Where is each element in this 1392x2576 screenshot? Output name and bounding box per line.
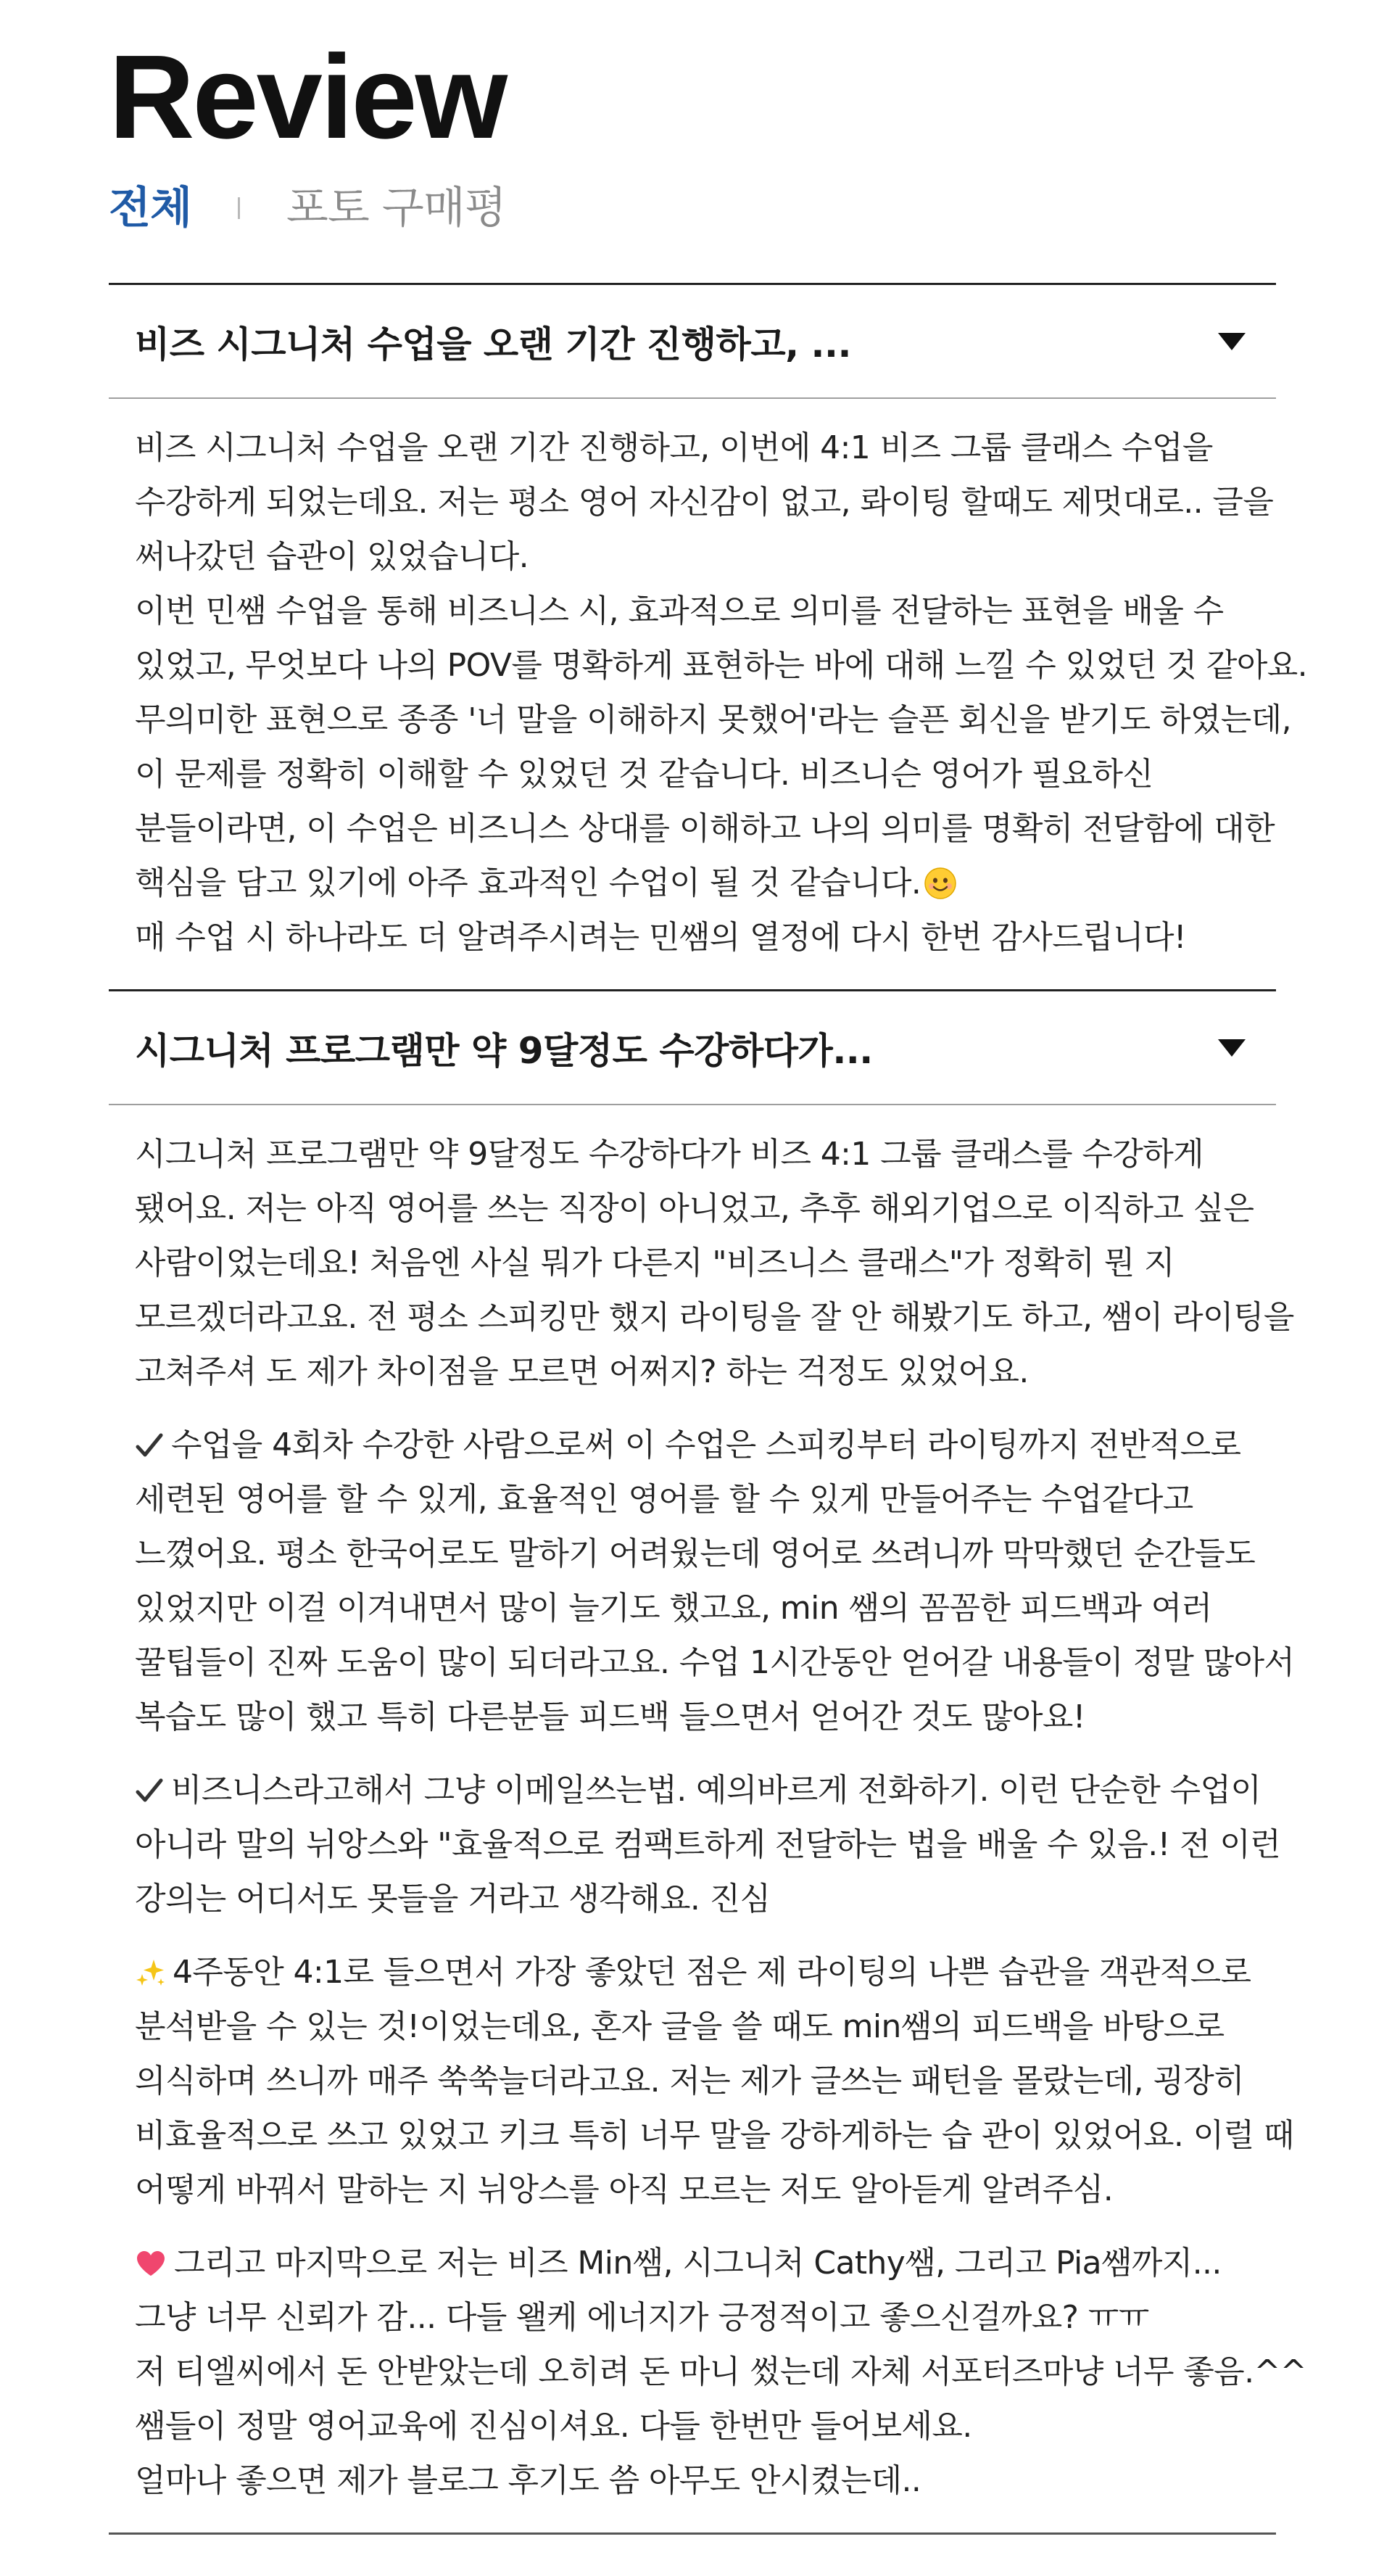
review-body [109, 1105, 1306, 2532]
tab-photo-reviews[interactable]: 포토 구매평 [286, 183, 506, 234]
caret-down-icon[interactable] [1218, 1039, 1246, 1057]
review-paragraph [135, 1763, 1281, 1926]
review-text-line: 고쳐주셔 도 제가 차이점을 모르면 어쩌지? 하는 걱정도 있었어요. [135, 1353, 1029, 1390]
review-tabs [109, 177, 1276, 239]
review-header[interactable] [109, 991, 1276, 1105]
review-text-line: 비즈 시그니처 수업을 오랜 기간 진행하고, 이번에 4:1 비즈 그룹 클래스 수업을 [135, 429, 1213, 466]
review-text-line: 분들이라면, 이 수업은 비즈니스 상대를 이해하고 나의 의미를 명확히 전달함에 대한 [135, 810, 1275, 847]
review-text-line: 있었지만 이걸 이겨내면서 많이 늘기도 했고요, min 쌤의 꼼꼼한 피드백과 여러 [135, 1590, 1212, 1627]
review-text-line [135, 2236, 1250, 2290]
review-text-line: 저 티엘씨에서 돈 안받았는데 오히려 돈 마니 썼는데 자체 서포터즈마냥 너무 좋음.^^ [135, 2353, 1306, 2390]
review-paragraph [135, 1945, 1294, 2217]
review-text: 수업을 4회차 수강한 사람으로써 이 수업은 스피킹부터 라이팅까지 전반적으로 [171, 1427, 1241, 1464]
review-text-line: 써나갔던 습관이 있었습니다. [135, 538, 529, 575]
review-text-line: 모르겠더라고요. 전 평소 스피킹만 했지 라이팅을 잘 안 해봤기도 하고, 쌤이 라이팅을 [135, 1299, 1294, 1336]
review-list [109, 283, 1308, 2535]
heart-icon [135, 2249, 167, 2278]
smiling-face-icon [924, 867, 957, 900]
review-text-line: 꿀팁들이 진짜 도움이 많이 되더라고요. 수업 1시간동안 얻어갈 내용들이 정말 많아서 [135, 1644, 1295, 1681]
review-paragraph [135, 421, 1308, 965]
review-text-line: 매 수업 시 하나라도 더 알려주시려는 민쌤의 열정에 다시 한번 감사드립니다! [135, 919, 1186, 956]
review-paragraph [135, 1418, 1295, 1744]
review-text-line: 사람이었는데요! 처음엔 사실 뭐가 다른지 "비즈니스 클래스"가 정확히 뭔 지 [135, 1244, 1174, 1281]
review-text: 핵심을 담고 있기에 아주 효과적인 수업이 될 것 같습니다. [135, 864, 921, 901]
review-text-line: 느꼈어요. 평소 한국어로도 말하기 어려웠는데 영어로 쓰려니까 막막했던 순간들도 [135, 1535, 1256, 1572]
review-title: 비즈 시그니처 수업을 오랜 기간 진행하고, ... [135, 323, 852, 366]
review-text-line [135, 1945, 1250, 1999]
review-text-line: 그냥 너무 신뢰가 감... 다들 왤케 에너지가 긍정적이고 좋으신걸까요? ㅠㅠ [135, 2299, 1149, 2336]
review-title: 시그니처 프로그램만 약 9달정도 수강하다가... [135, 1029, 873, 1072]
check-mark-icon [135, 1431, 164, 1460]
review-body [109, 399, 1308, 989]
review-text-line [135, 1763, 1262, 1817]
review-text-line: 수강하게 되었는데요. 저는 평소 영어 자신감이 없고, 롸이팅 할때도 제멋대로.. 글을 [135, 484, 1274, 521]
review-item [109, 989, 1306, 2535]
review-container [109, 0, 1308, 2535]
review-text-line: 비효율적으로 쓰고 있었고 키크 특히 너무 말을 강하게하는 습 관이 있었어요. 이럴 때 [135, 2117, 1294, 2154]
review-text-line: 무의미한 표현으로 종종 '너 말을 이해하지 못했어'라는 슬픈 회신을 받기도 하였는데, [135, 701, 1291, 738]
tab-divider [238, 197, 240, 219]
review-text: 4주동안 4:1로 들으면서 가장 좋았던 점은 제 라이팅의 나쁜 습관을 객관적으로 [173, 1954, 1251, 1991]
review-text-line: 됐어요. 저는 아직 영어를 쓰는 직장이 아니었고, 추후 해외기업으로 이직하고 싶은 [135, 1190, 1254, 1227]
review-text-line: 시그니처 프로그램만 약 9달정도 수강하다가 비즈 4:1 그룹 클래스를 수강하게 [135, 1136, 1204, 1173]
tab-all[interactable]: 전체 [109, 183, 191, 234]
page-title: Review [109, 30, 506, 163]
review-text-line: 의식하며 쓰니까 매주 쑥쑥늘더라고요. 저는 제가 글쓰는 패턴을 몰랐는데, 굉장히 [135, 2063, 1245, 2100]
review-text-line-with-emoji [135, 856, 1250, 910]
review-text-line: 아니라 말의 뉘앙스와 "효율적으로 컴팩트하게 전달하는 법을 배울 수 있음.! 전 이런 [135, 1826, 1281, 1863]
review-text-line: 강의는 어디서도 못들을 거라고 생각해요. 진심 [135, 1881, 771, 1917]
sparkles-icon [135, 1957, 167, 1989]
caret-down-icon[interactable] [1218, 333, 1246, 350]
review-text-line: 이 문제를 정확히 이해할 수 있었던 것 같습니다. 비즈니슨 영어가 필요하신 [135, 756, 1153, 793]
review-text-line [135, 1418, 1250, 1472]
check-mark-icon [135, 1776, 164, 1805]
review-text: 비즈니스라고해서 그냥 이메일쓰는법. 예의바르게 전화하기. 이런 단순한 수업이 [171, 1772, 1262, 1809]
review-text-line: 있었고, 무엇보다 나의 POV를 명확하게 표현하는 바에 대해 느낄 수 있었던 것 같아요. [135, 647, 1308, 684]
review-item [109, 283, 1308, 989]
review-text-line: 어떻게 바꿔서 말하는 지 뉘앙스를 아직 모르는 저도 알아듣게 알려주심. [135, 2171, 1114, 2208]
review-text-line: 이번 민쌤 수업을 통해 비즈니스 시, 효과적으로 의미를 전달하는 표현을 배울 수 [135, 593, 1224, 629]
review-text-line: 얼마나 좋으면 제가 블로그 후기도 씀 아무도 안시켰는데.. [135, 2462, 921, 2499]
review-text-line: 쌤들이 정말 영어교육에 진심이셔요. 다들 한번만 들어보세요. [135, 2408, 972, 2445]
review-paragraph [135, 1127, 1294, 1399]
review-text-line: 분석받을 수 있는 것!이었는데요, 혼자 글을 쓸 때도 min쌤의 피드백을 바탕으로 [135, 2008, 1225, 2045]
review-text: 그리고 마지막으로 저는 비즈 Min쌤, 시그니처 Cathy쌤, 그리고 Pia쌤까지... [174, 2245, 1222, 2282]
review-text-line: 세련된 영어를 할 수 있게, 효율적인 영어를 할 수 있게 만들어주는 수업같다고 [135, 1481, 1193, 1518]
review-text-line: 복습도 많이 했고 특히 다른분들 피드백 들으면서 얻어간 것도 많아요! [135, 1698, 1085, 1735]
review-header[interactable] [109, 285, 1276, 399]
review-paragraph [135, 2236, 1306, 2508]
